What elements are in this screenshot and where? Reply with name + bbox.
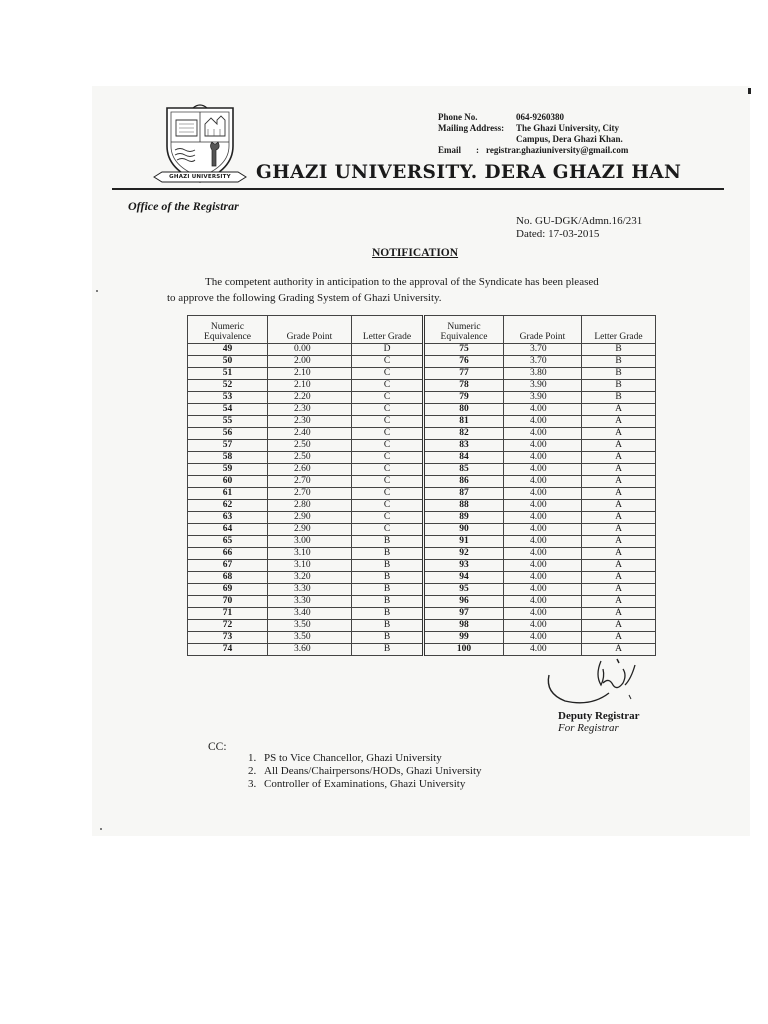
scan-speck: [100, 828, 102, 830]
grade-point-cell: 4.00: [504, 404, 582, 416]
contact-info: [438, 112, 708, 156]
grade-point-cell: 4.00: [504, 452, 582, 464]
letter-grade-cell: B: [352, 596, 424, 608]
numeric-equivalence-cell: 74: [188, 644, 268, 656]
signatory-block: [558, 710, 640, 734]
letter-grade-cell: A: [582, 596, 656, 608]
grade-point-cell: 2.20: [268, 392, 352, 404]
grade-point-cell: 2.40: [268, 428, 352, 440]
grade-point-cell: 3.40: [268, 608, 352, 620]
numeric-equivalence-cell: 87: [424, 488, 504, 500]
signature: [543, 655, 643, 709]
grade-point-cell: 2.70: [268, 476, 352, 488]
numeric-equivalence-cell: 79: [424, 392, 504, 404]
numeric-equivalence-cell: 57: [188, 440, 268, 452]
grade-point-cell: 2.30: [268, 416, 352, 428]
numeric-equivalence-cell: 84: [424, 452, 504, 464]
numeric-equivalence-cell: 76: [424, 356, 504, 368]
reference-number: No. GU-DGK/Admn.16/231: [516, 215, 643, 227]
letter-grade-cell: A: [582, 416, 656, 428]
table-row: [188, 608, 656, 620]
list-item: [248, 765, 482, 778]
numeric-equivalence-cell: 73: [188, 632, 268, 644]
letter-grade-cell: A: [582, 620, 656, 632]
numeric-equivalence-cell: 61: [188, 488, 268, 500]
grade-point-cell: 2.90: [268, 524, 352, 536]
numeric-equivalence-cell: 70: [188, 596, 268, 608]
numeric-equivalence-cell: 93: [424, 560, 504, 572]
letter-grade-cell: A: [582, 560, 656, 572]
signatory-title: Deputy Registrar: [558, 710, 640, 722]
table-row: [188, 488, 656, 500]
signatory-subtitle: For Registrar: [558, 722, 619, 734]
header-numeric-equivalence: Numeric Equivalence: [424, 316, 504, 344]
table-row: [188, 500, 656, 512]
grade-point-cell: 2.10: [268, 368, 352, 380]
numeric-equivalence-cell: 85: [424, 464, 504, 476]
letter-grade-cell: B: [582, 356, 656, 368]
grade-point-cell: 2.50: [268, 440, 352, 452]
grade-point-cell: 3.90: [504, 392, 582, 404]
numeric-equivalence-cell: 99: [424, 632, 504, 644]
table-row: [188, 620, 656, 632]
letter-grade-cell: A: [582, 584, 656, 596]
grade-point-cell: 3.70: [504, 356, 582, 368]
cc-item-number: 3.: [248, 778, 257, 790]
letter-grade-cell: A: [582, 548, 656, 560]
grade-point-cell: 4.00: [504, 620, 582, 632]
numeric-equivalence-cell: 83: [424, 440, 504, 452]
numeric-equivalence-cell: 64: [188, 524, 268, 536]
letter-grade-cell: A: [582, 404, 656, 416]
table-row: [188, 596, 656, 608]
grade-point-cell: 4.00: [504, 488, 582, 500]
numeric-equivalence-cell: 91: [424, 536, 504, 548]
cc-list: [248, 752, 482, 791]
grade-point-cell: 4.00: [504, 524, 582, 536]
numeric-equivalence-cell: 94: [424, 572, 504, 584]
mailing-address-line1: The Ghazi University, City: [516, 123, 619, 133]
table-row: [188, 644, 656, 656]
table-row: [188, 404, 656, 416]
letter-grade-cell: A: [582, 536, 656, 548]
header-grade-point: Grade Point: [504, 316, 582, 344]
numeric-equivalence-cell: 52: [188, 380, 268, 392]
letter-grade-cell: B: [582, 368, 656, 380]
table-header-row: [188, 316, 656, 344]
cc-label: CC:: [208, 741, 227, 753]
letter-grade-cell: C: [352, 476, 424, 488]
letter-grade-cell: B: [352, 608, 424, 620]
phone-label: Phone No.: [438, 112, 478, 122]
grade-point-cell: 3.90: [504, 380, 582, 392]
table-row: [188, 344, 656, 356]
numeric-equivalence-cell: 56: [188, 428, 268, 440]
numeric-equivalence-cell: 81: [424, 416, 504, 428]
letter-grade-cell: A: [582, 464, 656, 476]
table-row: [188, 512, 656, 524]
letter-grade-cell: A: [582, 632, 656, 644]
grade-point-cell: 4.00: [504, 560, 582, 572]
letter-grade-cell: B: [352, 644, 424, 656]
grade-point-cell: 2.50: [268, 452, 352, 464]
table-row: [188, 584, 656, 596]
mailing-address-line2: Campus, Dera Ghazi Khan.: [516, 134, 623, 144]
numeric-equivalence-cell: 62: [188, 500, 268, 512]
letter-grade-cell: A: [582, 500, 656, 512]
grade-point-cell: 2.60: [268, 464, 352, 476]
numeric-equivalence-cell: 71: [188, 608, 268, 620]
grade-point-cell: 4.00: [504, 584, 582, 596]
grade-point-cell: 4.00: [504, 416, 582, 428]
numeric-equivalence-cell: 75: [424, 344, 504, 356]
body-line-1: The competent authority in anticipation to the approval of the Syndicate has been pleased: [205, 276, 599, 288]
letter-grade-cell: A: [582, 440, 656, 452]
numeric-equivalence-cell: 88: [424, 500, 504, 512]
grade-point-cell: 2.30: [268, 404, 352, 416]
numeric-equivalence-cell: 53: [188, 392, 268, 404]
letter-grade-cell: C: [352, 500, 424, 512]
letter-grade-cell: B: [582, 392, 656, 404]
numeric-equivalence-cell: 89: [424, 512, 504, 524]
grade-point-cell: 4.00: [504, 536, 582, 548]
scan-edge-mark: [748, 88, 751, 94]
grade-point-cell: 3.10: [268, 560, 352, 572]
numeric-equivalence-cell: 60: [188, 476, 268, 488]
letter-grade-cell: B: [352, 572, 424, 584]
numeric-equivalence-cell: 86: [424, 476, 504, 488]
notification-heading: NOTIFICATION: [372, 247, 459, 259]
grade-point-cell: 3.20: [268, 572, 352, 584]
crest-banner-text: GHAZI UNIVERSITY: [169, 174, 231, 180]
numeric-equivalence-cell: 55: [188, 416, 268, 428]
grade-point-cell: 2.90: [268, 512, 352, 524]
phone-number: 064-9260380: [516, 112, 564, 122]
numeric-equivalence-cell: 80: [424, 404, 504, 416]
office-of-registrar: Office of the Registrar: [128, 199, 239, 213]
letter-grade-cell: C: [352, 428, 424, 440]
email-separator: :: [476, 145, 479, 155]
numeric-equivalence-cell: 68: [188, 572, 268, 584]
numeric-equivalence-cell: 77: [424, 368, 504, 380]
grade-point-cell: 2.10: [268, 380, 352, 392]
letter-grade-cell: C: [352, 404, 424, 416]
grade-point-cell: 4.00: [504, 476, 582, 488]
letter-grade-cell: B: [352, 548, 424, 560]
letter-grade-cell: A: [582, 572, 656, 584]
letter-grade-cell: C: [352, 416, 424, 428]
grade-point-cell: 4.00: [504, 596, 582, 608]
letter-grade-cell: B: [352, 620, 424, 632]
grade-point-cell: 2.70: [268, 488, 352, 500]
numeric-equivalence-cell: 100: [424, 644, 504, 656]
list-item: [248, 778, 482, 791]
table-row: [188, 380, 656, 392]
grade-point-cell: 0.00: [268, 344, 352, 356]
table-row: [188, 368, 656, 380]
numeric-equivalence-cell: 54: [188, 404, 268, 416]
grade-point-cell: 4.00: [504, 632, 582, 644]
numeric-equivalence-cell: 65: [188, 536, 268, 548]
grade-point-cell: 4.00: [504, 440, 582, 452]
numeric-equivalence-cell: 82: [424, 428, 504, 440]
grading-system-table: [187, 315, 656, 656]
letter-grade-cell: B: [582, 380, 656, 392]
grade-point-cell: 4.00: [504, 464, 582, 476]
email-label: Email: [438, 145, 462, 155]
letter-grade-cell: C: [352, 488, 424, 500]
table-row: [188, 548, 656, 560]
mailing-label: Mailing Address:: [438, 123, 505, 133]
table-row: [188, 476, 656, 488]
letter-grade-cell: C: [352, 368, 424, 380]
cc-item-text: All Deans/Chairpersons/HODs, Ghazi University: [264, 765, 482, 777]
numeric-equivalence-cell: 69: [188, 584, 268, 596]
header-numeric-equivalence: Numeric Equivalence: [188, 316, 268, 344]
table-row: [188, 452, 656, 464]
table-row: [188, 392, 656, 404]
grade-point-cell: 3.30: [268, 584, 352, 596]
letter-grade-cell: A: [582, 512, 656, 524]
letter-grade-cell: A: [582, 608, 656, 620]
numeric-equivalence-cell: 59: [188, 464, 268, 476]
numeric-equivalence-cell: 78: [424, 380, 504, 392]
table-row: [188, 632, 656, 644]
grade-point-cell: 4.00: [504, 500, 582, 512]
grade-point-cell: 4.00: [504, 644, 582, 656]
numeric-equivalence-cell: 63: [188, 512, 268, 524]
grade-point-cell: 3.70: [504, 344, 582, 356]
grade-point-cell: 3.50: [268, 632, 352, 644]
grade-point-cell: 2.80: [268, 500, 352, 512]
letter-grade-cell: C: [352, 440, 424, 452]
university-title: GHAZI UNIVERSITY. DERA GHAZI HAN: [256, 162, 682, 183]
letter-grade-cell: D: [352, 344, 424, 356]
numeric-equivalence-cell: 67: [188, 560, 268, 572]
letter-grade-cell: A: [582, 428, 656, 440]
letter-grade-cell: A: [582, 476, 656, 488]
letter-grade-cell: B: [352, 560, 424, 572]
cc-item-text: PS to Vice Chancellor, Ghazi University: [264, 752, 442, 764]
grading-table-body: [188, 344, 656, 656]
numeric-equivalence-cell: 72: [188, 620, 268, 632]
letter-grade-cell: C: [352, 512, 424, 524]
cc-item-number: 2.: [248, 765, 257, 777]
letter-grade-cell: B: [352, 584, 424, 596]
table-row: [188, 524, 656, 536]
letter-grade-cell: C: [352, 524, 424, 536]
grade-point-cell: 2.00: [268, 356, 352, 368]
numeric-equivalence-cell: 50: [188, 356, 268, 368]
letter-grade-cell: C: [352, 452, 424, 464]
grade-point-cell: 3.50: [268, 620, 352, 632]
header-letter-grade: Letter Grade: [582, 316, 656, 344]
grade-point-cell: 4.00: [504, 512, 582, 524]
numeric-equivalence-cell: 66: [188, 548, 268, 560]
letter-grade-cell: B: [352, 632, 424, 644]
grade-point-cell: 4.00: [504, 608, 582, 620]
table-row: [188, 416, 656, 428]
numeric-equivalence-cell: 49: [188, 344, 268, 356]
grade-point-cell: 4.00: [504, 548, 582, 560]
table-row: [188, 572, 656, 584]
grade-point-cell: 4.00: [504, 572, 582, 584]
letter-grade-cell: B: [352, 536, 424, 548]
grade-point-cell: 3.10: [268, 548, 352, 560]
cc-item-number: 1.: [248, 752, 257, 764]
email-address: registrar.ghaziuniversity@gmail.com: [486, 145, 629, 155]
numeric-equivalence-cell: 51: [188, 368, 268, 380]
letter-grade-cell: C: [352, 380, 424, 392]
grade-point-cell: 3.00: [268, 536, 352, 548]
grade-point-cell: 3.30: [268, 596, 352, 608]
numeric-equivalence-cell: 92: [424, 548, 504, 560]
numeric-equivalence-cell: 90: [424, 524, 504, 536]
letterhead-rule: [112, 188, 724, 190]
letter-grade-cell: C: [352, 464, 424, 476]
letter-grade-cell: A: [582, 488, 656, 500]
numeric-equivalence-cell: 96: [424, 596, 504, 608]
numeric-equivalence-cell: 95: [424, 584, 504, 596]
table-row: [188, 464, 656, 476]
reference-block: [516, 215, 642, 241]
list-item: [248, 752, 482, 765]
grade-point-cell: 3.80: [504, 368, 582, 380]
scan-speck: [96, 290, 98, 292]
letter-grade-cell: A: [582, 524, 656, 536]
notification-body: [167, 274, 687, 306]
table-row: [188, 356, 656, 368]
letter-grade-cell: A: [582, 644, 656, 656]
header-letter-grade: Letter Grade: [352, 316, 424, 344]
body-line-2: to approve the following Grading System of Ghazi University.: [167, 292, 442, 304]
numeric-equivalence-cell: 98: [424, 620, 504, 632]
letter-grade-cell: C: [352, 356, 424, 368]
table-row: [188, 560, 656, 572]
table-row: [188, 440, 656, 452]
grade-point-cell: 3.60: [268, 644, 352, 656]
letter-grade-cell: A: [582, 452, 656, 464]
letter-grade-cell: B: [582, 344, 656, 356]
cc-item-text: Controller of Examinations, Ghazi University: [264, 778, 466, 790]
grade-point-cell: 4.00: [504, 428, 582, 440]
table-row: [188, 536, 656, 548]
numeric-equivalence-cell: 97: [424, 608, 504, 620]
reference-date: Dated: 17-03-2015: [516, 228, 600, 240]
letter-grade-cell: C: [352, 392, 424, 404]
numeric-equivalence-cell: 58: [188, 452, 268, 464]
header-grade-point: Grade Point: [268, 316, 352, 344]
table-row: [188, 428, 656, 440]
